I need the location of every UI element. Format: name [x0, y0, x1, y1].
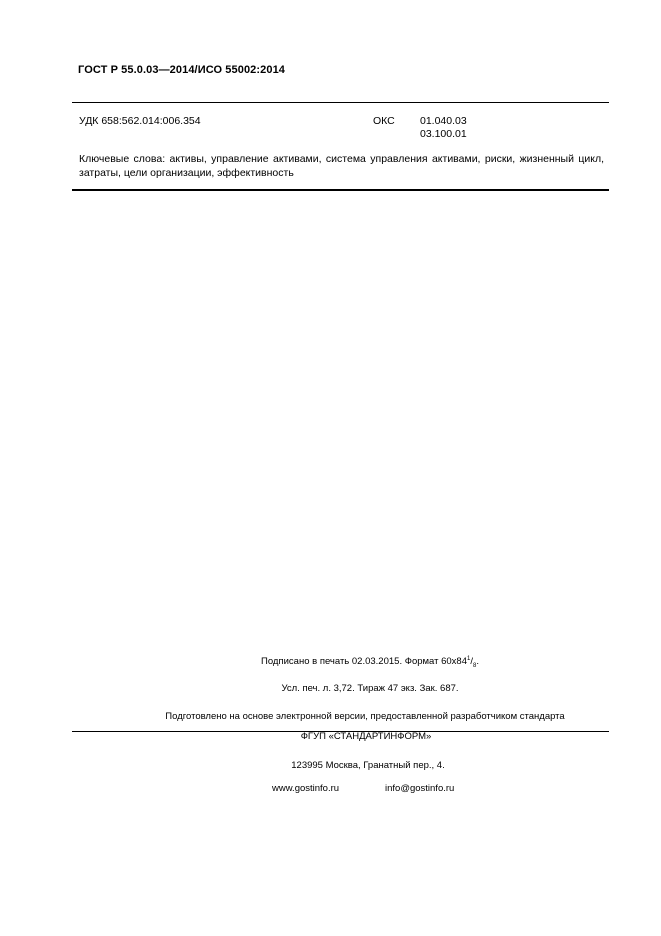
oks-code-1: 01.040.03	[420, 115, 467, 127]
oks-label: ОКС	[373, 115, 395, 127]
format-numerator: 1	[467, 656, 471, 662]
signed-to-print: Подписано в печать 02.03.2015. Формат $60x84^1/_8$.	[261, 656, 479, 670]
oks-code-2: 03.100.01	[420, 128, 467, 140]
keywords: Ключевые слова: активы, управление активами, система управления активами, риски, жизненный цикл, затраты, цели организации, эффективность	[79, 153, 604, 179]
website-link[interactable]: www.gostinfo.ru	[272, 783, 340, 794]
top-divider	[72, 102, 609, 103]
middle-divider	[72, 189, 609, 191]
signed-text: Подписано в печать 02.03.2015. Формат 60x84	[261, 656, 467, 668]
publisher-name: ФГУП «СТАНДАРТИНФОРМ»	[300, 731, 432, 742]
prepared-note: Подготовлено на основе электронной версии, предоставленной разработчиком стандарта	[165, 711, 565, 722]
format-denominator: 8	[472, 663, 477, 670]
standard-code: ГОСТ Р 55.0.03—2014/ИСО 55002:2014	[78, 64, 286, 76]
publisher-address: 123995 Москва, Гранатный пер., 4.	[291, 760, 445, 771]
oks-codes	[420, 115, 467, 141]
udk-code: УДК 658:562.014:006.354	[79, 115, 201, 127]
print-info: Усл. печ. л. 3,72. Тираж 47 экз. Зак. 687.	[281, 683, 459, 694]
email-link[interactable]: info@gostinfo.ru	[385, 783, 455, 794]
signed-suffix: .	[476, 656, 479, 668]
